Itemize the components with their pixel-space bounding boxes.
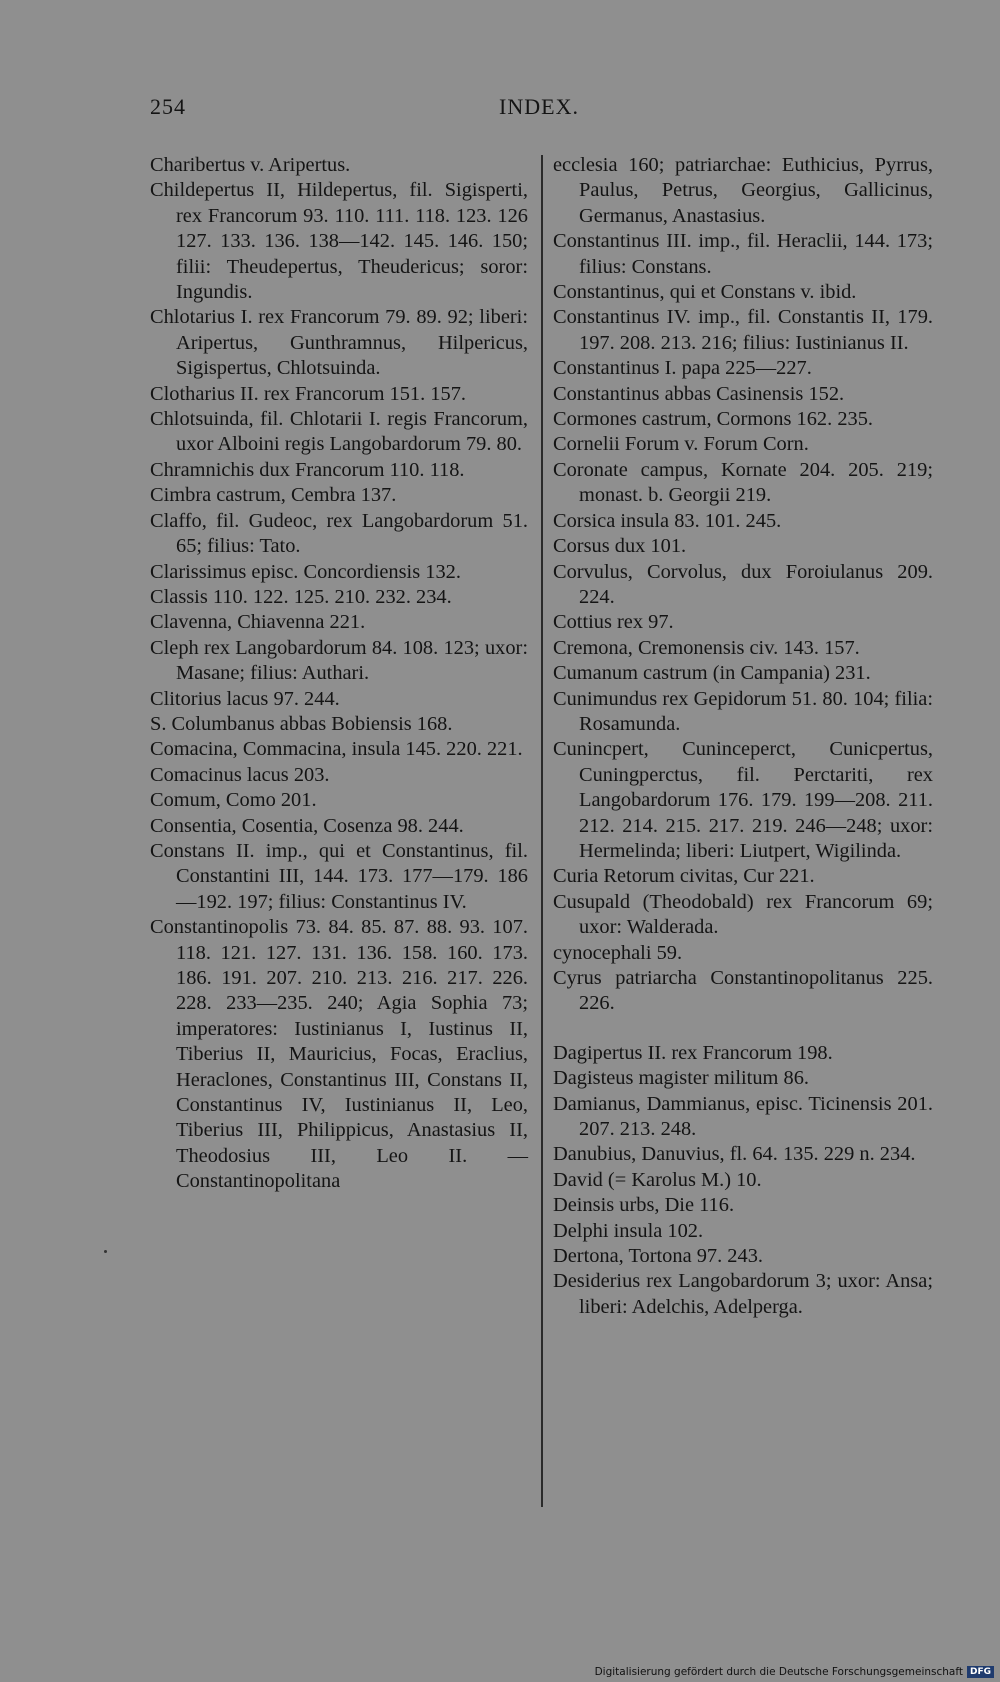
index-entry: Constantinus I. papa 225—227.	[553, 357, 812, 380]
index-entry: Cunincpert, Cuninceperct, Cunicpertus, Cuningperctus, fil. Perctariti, rex Langobardorum 176. 179. 199—208. 211. 212. 214. 215. 217. 219. 246—248; uxor: Hermelinda; liberi: Liutpert, Wigilinda.	[553, 738, 933, 862]
index-entry: Curia Retorum civitas, Cur 221.	[553, 865, 815, 888]
index-entry: Chramnichis dux Francorum 110. 118.	[150, 458, 465, 481]
index-entry: Clavenna, Chiavenna 221.	[150, 611, 366, 634]
footer-credit: Digitalisierung gefördert durch die Deutsche Forschungsgemeinschaft	[594, 1666, 963, 1678]
index-entry: Corvulus, Corvolus, dux Foroiulanus 209. 224.	[553, 560, 933, 608]
index-entry: Clitorius lacus 97. 244.	[150, 687, 340, 710]
index-entry: Constans II. imp., qui et Constantinus, fil. Constantini III, 144. 173. 177—179. 186—192. 197; filius: Constantinus IV.	[150, 839, 528, 913]
index-entry: Claffo, fil. Gudeoc, rex Langobardorum 51. 65; filius: Tato.	[150, 509, 528, 558]
index-entry: Cottius rex 97.	[553, 611, 674, 634]
index-entry: Charibertus v. Aripertus.	[150, 154, 351, 176]
index-entry: Comum, Como 201.	[150, 789, 317, 812]
index-entry: Constantinus abbas Casinensis 152.	[553, 382, 845, 405]
index-entry: S. Columbanus abbas Bobiensis 168.	[150, 712, 453, 735]
index-entry: Cyrus patriarcha Constantinopolitanus 225. 226.	[553, 967, 933, 1015]
index-entry: David (= Karolus M.) 10.	[553, 1168, 762, 1191]
index-entry: Cimbra castrum, Cembra 137.	[150, 484, 397, 507]
index-entry: Deinsis urbs, Die 116.	[553, 1194, 735, 1217]
index-entry: Consentia, Cosentia, Cosenza 98. 244.	[150, 814, 464, 837]
page-number: 254	[150, 94, 186, 119]
index-entry: Dertona, Tortona 97. 243.	[553, 1245, 763, 1268]
index-entry: Constantinus, qui et Constans v. ibid.	[553, 281, 857, 304]
index-entry: Constantinopolis 73. 84. 85. 87. 88. 93. 107. 118. 121. 127. 131. 136. 158. 160. 173. 186. 191. 207. 210. 213. 216. 217. 226. 228. 233—235. 240; Agia Sophia 73; imperatores: Iustinianus I, Iustinus II, Tiberius II, Mauricius, Focas, Eraclius, Heraclones, Constantinus III, Constans II, Constantinus IV, Iustinianus II, Leo, Tiberius III, Philippicus, Anastasius II, Theodosius III, Leo II. — Constantinopolitana	[150, 916, 528, 1193]
index-entry: Constantinus IV. imp., fil. Constantis II, 179. 197. 208. 213. 216; filius: Iustinianus II.	[553, 306, 933, 354]
index-entry: Danubius, Danuvius, fl. 64. 135. 229 n. 234.	[553, 1143, 916, 1166]
index-entry: ecclesia 160; patriarchae: Euthicius, Pyrrus, Paulus, Petrus, Georgius, Gallicinus, Germanus, Anastasius.	[553, 154, 933, 227]
index-entry: Cumanum castrum (in Campania) 231.	[553, 662, 871, 685]
index-entry: Corsus dux 101.	[553, 535, 687, 558]
index-entry: Cusupald (Theodobald) rex Francorum 69; uxor: Walderada.	[553, 890, 933, 939]
index-entry: Clarissimus episc. Concordiensis 132.	[150, 560, 461, 583]
page-header	[150, 94, 928, 128]
index-entry: Cormones castrum, Cormons 162. 235.	[553, 408, 873, 431]
index-entry: Cremona, Cremonensis civ. 143. 157.	[553, 636, 860, 659]
index-entry: Chlotsuinda, fil. Chlotarii I. regis Francorum, uxor Alboini regis Langobardorum 79. 80.	[150, 408, 528, 456]
dfg-logo: DFG	[967, 1666, 994, 1678]
index-entry: Cleph rex Langobardorum 84. 108. 123; uxor: Masane; filius: Authari.	[150, 636, 528, 685]
index-column-left	[150, 153, 528, 1195]
index-entry: Cunimundus rex Gepidorum 51. 80. 104; filia: Rosamunda.	[553, 687, 933, 735]
index-entry: Childepertus II, Hildepertus, fil. Sigisperti, rex Francorum 93. 110. 111. 118. 123. 126 127. 133. 136. 138—142. 145. 146. 150; filii: Theudepertus, Theudericus; soror: Ingundis.	[150, 179, 528, 304]
running-head: INDEX.	[499, 94, 579, 119]
index-entry: cynocephali 59.	[553, 941, 683, 964]
index-entry: Comacinus lacus 203.	[150, 763, 330, 786]
index-entry: Classis 110. 122. 125. 210. 232. 234.	[150, 585, 452, 608]
index-entry: Cornelii Forum v. Forum Corn.	[553, 433, 809, 456]
index-entry: Delphi insula 102.	[553, 1219, 704, 1242]
index-entry: Dagipertus II. rex Francorum 198.	[553, 1041, 833, 1064]
index-entry: Chlotarius I. rex Francorum 79. 89. 92; liberi: Aripertus, Gunthramnus, Hilpericus, Sigispertus, Chlotsuinda.	[150, 306, 528, 380]
index-entry: Comacina, Commacina, insula 145. 220. 221.	[150, 738, 523, 761]
index-entry: Clotharius II. rex Francorum 151. 157.	[150, 382, 466, 405]
digitization-footer	[595, 1666, 994, 1678]
column-divider	[541, 155, 543, 1507]
index-entry: Desiderius rex Langobardorum 3; uxor: Ansa; liberi: Adelchis, Adelperga.	[553, 1270, 933, 1318]
index-entry: Corsica insula 83. 101. 245.	[553, 509, 782, 532]
scan-speck	[104, 1250, 107, 1253]
index-entry: Dagisteus magister militum 86.	[553, 1067, 809, 1090]
index-entry: Constantinus III. imp., fil. Heraclii, 144. 173; filius: Constans.	[553, 230, 933, 278]
index-column-right	[553, 153, 933, 1320]
index-entry: Damianus, Dammianus, episc. Ticinensis 201. 207. 213. 248.	[553, 1092, 933, 1141]
index-entry: Coronate campus, Kornate 204. 205. 219; monast. b. Georgii 219.	[553, 458, 933, 507]
